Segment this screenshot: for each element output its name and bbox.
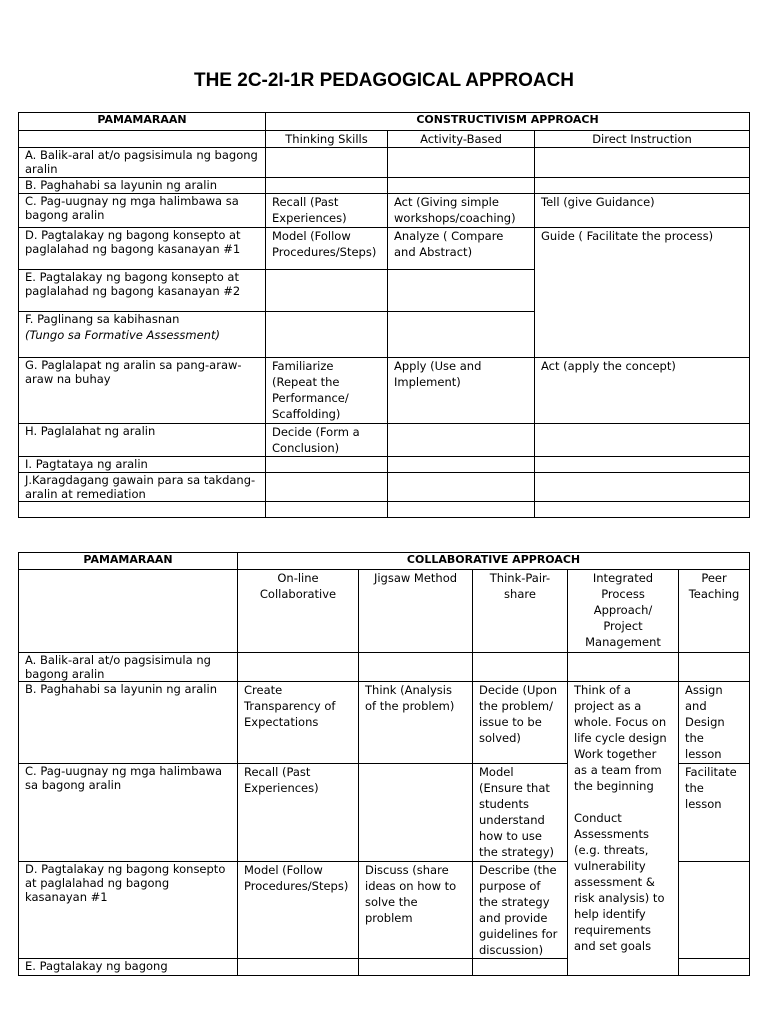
row-label-e: E. Pagtalakay ng bagong (19, 959, 238, 976)
ipa-text-2: Conduct Assessments (e.g. threats, vulnerability assessment & risk analysis) to help identify requirements and set goals (574, 811, 665, 953)
cell-c-direct: Tell (give Guidance) (535, 194, 750, 228)
collaborative-table (18, 552, 750, 976)
empty-cell (535, 502, 750, 518)
cell-c-peer: Facilitate the lesson (679, 764, 750, 862)
think-pair-share-header: Think-Pair-share (473, 570, 568, 653)
cell-b-jigsaw: Think (Analysis of the problem) (359, 682, 473, 764)
direct-instruction-header: Direct Instruction (535, 131, 750, 148)
empty-cell (19, 502, 266, 518)
row-label-c: C. Pag-uugnay ng mga halimbawa sa bagong aralin (19, 764, 238, 862)
empty-cell (679, 959, 750, 976)
cell-g-activity: Apply (Use and Implement) (388, 358, 535, 424)
empty-cell (568, 653, 679, 682)
row-label-e: E. Pagtalakay ng bagong konsepto at paglalahad ng bagong kasanayan #2 (19, 270, 266, 312)
row-label-h: H. Paglalahat ng aralin (19, 424, 266, 457)
table-row (19, 358, 750, 424)
row-label-c: C. Pag-uugnay ng mga halimbawa sa bagong aralin (19, 194, 266, 228)
table-row (19, 148, 750, 178)
cell-c-tps: Model (Ensure that students understand how to use the strategy) (473, 764, 568, 862)
row-label-b: B. Paghahabi sa layunin ng aralin (19, 682, 238, 764)
row-label-j: J.Karagdagang gawain para sa takdang-aralin at remediation (19, 473, 266, 502)
empty-cell (388, 424, 535, 457)
empty-cell (388, 312, 535, 358)
empty-cell (535, 424, 750, 457)
empty-cell (238, 959, 359, 976)
cell-d-online: Model (Follow Procedures/Steps) (238, 862, 359, 959)
row-label-f-text: F. Paglinang sa kabihasnan (25, 312, 180, 326)
empty-cell (19, 131, 266, 148)
table-row (19, 682, 750, 764)
empty-cell (388, 473, 535, 502)
cell-d-jigsaw: Discuss (share ideas on how to solve the problem (359, 862, 473, 959)
row-label-f-note: (Tungo sa Formative Assessment) (25, 328, 220, 342)
table-row (19, 457, 750, 473)
empty-cell (388, 502, 535, 518)
ipa-text-1: Think of a project as a whole. Focus on life cycle design Work together as a team from the beginning (574, 683, 667, 793)
empty-cell (473, 653, 568, 682)
cell-integrated-process (568, 682, 679, 976)
empty-cell (266, 178, 388, 194)
empty-cell (388, 148, 535, 178)
activity-based-header: Activity-Based (388, 131, 535, 148)
empty-cell (359, 764, 473, 862)
table-subheader-row (19, 131, 750, 148)
row-label-b: B. Paghahabi sa layunin ng aralin (19, 178, 266, 194)
jigsaw-method-header: Jigsaw Method (359, 570, 473, 653)
cell-d-thinking: Model (Follow Procedures/Steps) (266, 228, 388, 270)
cell-b-tps: Decide (Upon the problem/ issue to be solved) (473, 682, 568, 764)
cell-c-activity: Act (Giving simple workshops/coaching) (388, 194, 535, 228)
empty-cell (535, 473, 750, 502)
cell-c-online: Recall (Past Experiences) (238, 764, 359, 862)
empty-cell (388, 457, 535, 473)
pamamaraan-header: PAMAMARAAN (19, 113, 266, 131)
empty-cell (388, 178, 535, 194)
table-row (19, 502, 750, 518)
cell-d-direct: Guide ( Facilitate the process) (535, 228, 750, 358)
empty-cell (359, 653, 473, 682)
cell-h-thinking: Decide (Form a Conclusion) (266, 424, 388, 457)
empty-cell (535, 457, 750, 473)
empty-cell (679, 653, 750, 682)
empty-cell (473, 959, 568, 976)
table-header-row (19, 113, 750, 131)
empty-cell (388, 270, 535, 312)
row-label-d: D. Pagtalakay ng bagong konsepto at paglalahad ng bagong kasanayan #1 (19, 228, 266, 270)
empty-cell (266, 457, 388, 473)
pamamaraan-header: PAMAMARAAN (19, 553, 238, 570)
empty-cell (535, 148, 750, 178)
row-label-i: I. Pagtataya ng aralin (19, 457, 266, 473)
cell-g-thinking: Familiarize (Repeat the Performance/ Scaffolding) (266, 358, 388, 424)
constructivism-table (18, 112, 750, 518)
empty-cell (535, 178, 750, 194)
empty-cell (266, 473, 388, 502)
table-row (19, 178, 750, 194)
row-label-f (19, 312, 266, 358)
table-row (19, 653, 750, 682)
empty-cell (266, 270, 388, 312)
thinking-skills-header: Thinking Skills (266, 131, 388, 148)
empty-cell (266, 148, 388, 178)
table-row (19, 228, 750, 270)
table-row (19, 424, 750, 457)
cell-b-peer: Assign and Design the lesson (679, 682, 750, 764)
cell-g-direct: Act (apply the concept) (535, 358, 750, 424)
row-label-g: G. Paglalapat ng aralin sa pang-araw-araw na buhay (19, 358, 266, 424)
table-subheader-row (19, 570, 750, 653)
constructivism-header: CONSTRUCTIVISM APPROACH (266, 113, 750, 131)
empty-cell (238, 653, 359, 682)
cell-c-thinking: Recall (Past Experiences) (266, 194, 388, 228)
empty-cell (266, 312, 388, 358)
row-label-a: A. Balik-aral at/o pagsisimula ng bagong aralin (19, 148, 266, 178)
empty-cell (19, 570, 238, 653)
cell-d-activity: Analyze ( Compare and Abstract) (388, 228, 535, 270)
page-title: THE 2C-2I-1R PEDAGOGICAL APPROACH (193, 70, 575, 91)
empty-cell (266, 502, 388, 518)
empty-cell (679, 862, 750, 959)
table-row (19, 194, 750, 228)
table-row (19, 473, 750, 502)
online-collaborative-header: On-line Collaborative (238, 570, 359, 653)
table-header-row (19, 553, 750, 570)
row-label-a: A. Balik-aral at/o pagsisimula ng bagong aralin (19, 653, 238, 682)
integrated-process-header: Integrated Process Approach/ Project Management (568, 570, 679, 653)
row-label-d: D. Pagtalakay ng bagong konsepto at paglalahad ng bagong kasanayan #1 (19, 862, 238, 959)
collaborative-header: COLLABORATIVE APPROACH (238, 553, 750, 570)
empty-cell (359, 959, 473, 976)
cell-d-tps: Describe (the purpose of the strategy and provide guidelines for discussion) (473, 862, 568, 959)
peer-teaching-header: Peer Teaching (679, 570, 750, 653)
cell-b-online: Create Transparency of Expectations (238, 682, 359, 764)
